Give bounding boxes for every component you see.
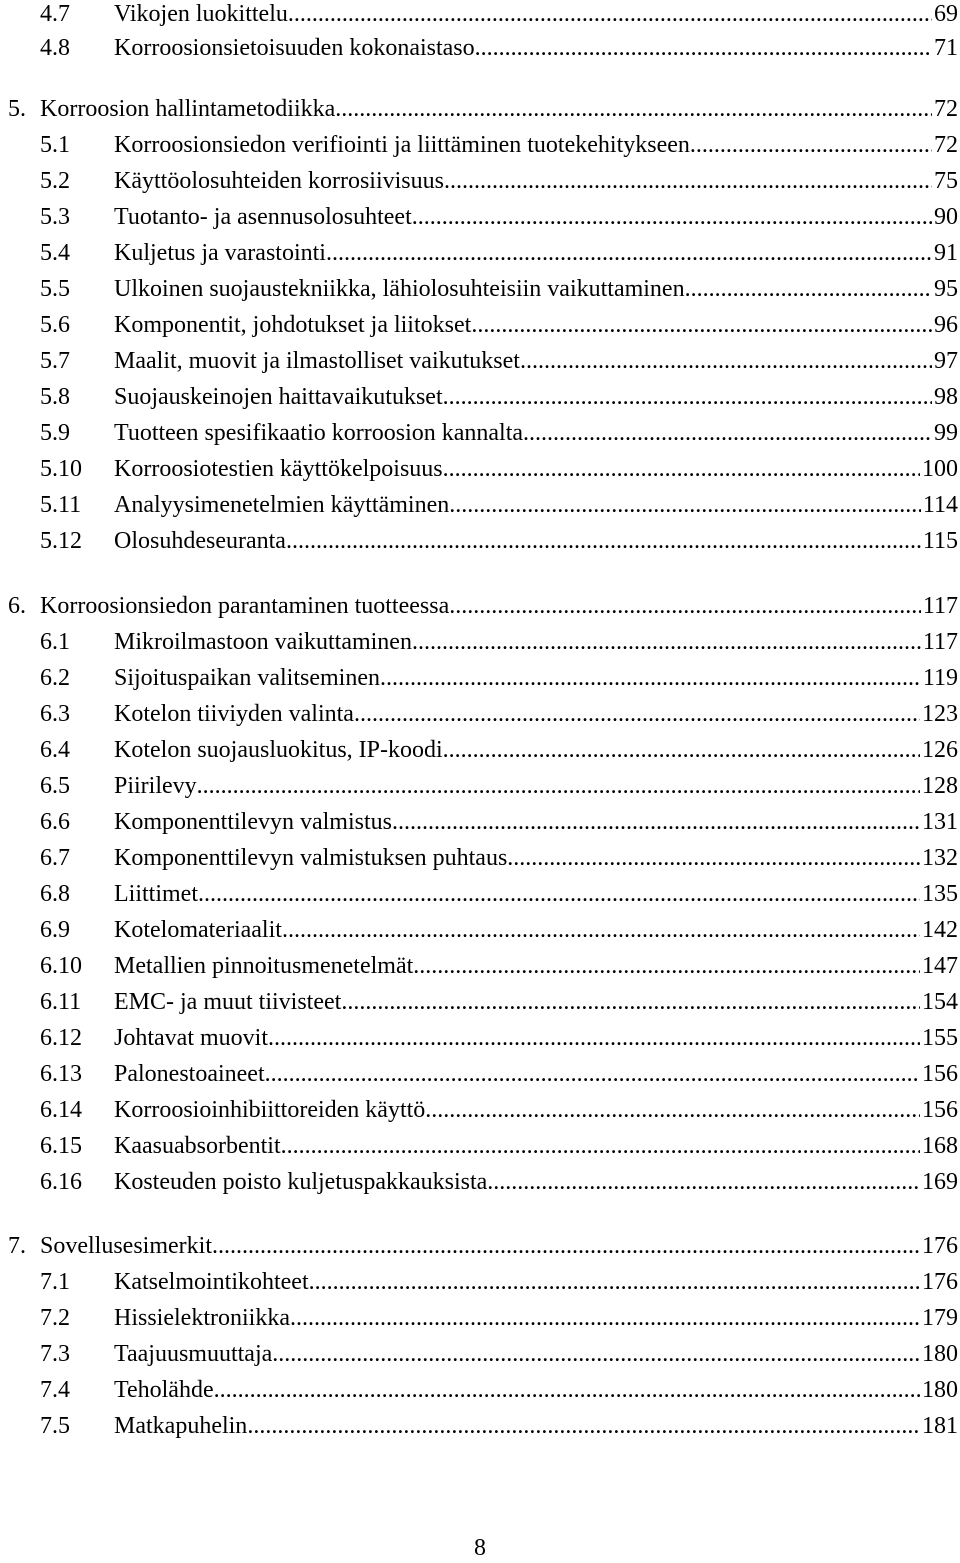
toc-entry-title: Korroosionsiedon verifiointi ja liittäminen tuotekehitykseen (114, 132, 690, 158)
dot-leader (487, 1165, 920, 1199)
page-number: 8 (474, 1535, 486, 1561)
dot-leader (288, 0, 932, 31)
toc-entry-title: Vikojen luokittelu (114, 1, 288, 27)
dot-leader (341, 985, 920, 1019)
toc-entry-page: 98 (934, 384, 958, 410)
toc-entry (0, 308, 960, 342)
toc-entry-title-line (114, 733, 960, 767)
toc-entry-title-line (114, 272, 960, 306)
toc-entry (0, 1409, 960, 1443)
toc-entry-number: 6.12 (40, 1025, 82, 1051)
toc-entry-title: Korroosion hallintametodiikka (40, 96, 336, 122)
toc-entry-page: 154 (922, 989, 958, 1015)
toc-entry-title: Tuotanto- ja asennusolosuhteet (114, 204, 412, 230)
toc-entry-title-line (114, 1373, 960, 1407)
toc-entry-title: Kotelomateriaalit (114, 917, 282, 943)
toc-entry (0, 769, 960, 803)
toc-entry-title: Taajuusmuuttaja (114, 1341, 273, 1367)
toc-entry-title: Korroosioinhibiittoreiden käyttö (114, 1097, 426, 1123)
toc-entry-title-line (114, 877, 960, 911)
toc-entry-title: Sovellusesimerkit (40, 1233, 212, 1259)
toc-entry-number: 5.4 (40, 240, 70, 266)
toc-entry-page: 117 (922, 593, 958, 619)
toc-entry-title: Hissielektroniikka (114, 1305, 290, 1331)
toc-entry-title-line (114, 1129, 960, 1163)
toc-entry-title-line (114, 661, 960, 695)
toc-entry-page: 71 (934, 35, 958, 61)
toc-entry-page: 132 (922, 845, 958, 871)
toc-chapter-entry (0, 1229, 960, 1263)
toc-entry-page: 147 (922, 953, 958, 979)
toc-entry (0, 0, 960, 31)
toc-entry (0, 877, 960, 911)
toc-entry (0, 236, 960, 270)
toc-entry-title: Kotelon tiiviyden valinta (114, 701, 354, 727)
toc-entry-page: 91 (934, 240, 958, 266)
toc-entry (0, 913, 960, 947)
toc-entry-page: 90 (934, 204, 958, 230)
dot-leader (449, 488, 921, 522)
toc-entry-title: Korroosionsiedon parantaminen tuotteessa (40, 593, 450, 619)
dot-leader (443, 380, 932, 414)
toc-entry-number: 5.7 (40, 348, 70, 374)
toc-entry-number: 5.3 (40, 204, 70, 230)
dot-leader (449, 589, 921, 623)
dot-leader (507, 841, 920, 875)
toc-entry-number: 5. (8, 96, 26, 122)
toc-entry-page: 180 (922, 1377, 958, 1403)
dot-leader (392, 805, 920, 839)
toc-entry-title-line (114, 697, 960, 731)
dot-leader (685, 272, 932, 306)
toc-entry-page: 169 (922, 1169, 958, 1195)
toc-chapter-entry (0, 589, 960, 623)
toc-entry (0, 625, 960, 659)
toc-entry-page: 99 (934, 420, 958, 446)
toc-entry-title: Kaasuabsorbentit (114, 1133, 281, 1159)
dot-leader (520, 344, 932, 378)
dot-leader (265, 1057, 920, 1091)
toc-entry (0, 1373, 960, 1407)
toc-entry (0, 733, 960, 767)
toc-entry-number: 5.10 (40, 456, 82, 482)
toc-entry-number: 7. (8, 1233, 26, 1259)
toc-entry-number: 7.5 (40, 1413, 70, 1439)
toc-entry-title-line (114, 1301, 960, 1335)
toc-chapter-entry (0, 92, 960, 126)
toc-entry (0, 31, 960, 65)
dot-leader (475, 31, 932, 65)
toc-entry-page: 126 (922, 737, 958, 763)
toc-entry-title-line (114, 128, 960, 162)
toc-entry (0, 1057, 960, 1091)
dot-leader (412, 625, 921, 659)
toc-entry-number: 7.3 (40, 1341, 70, 1367)
dot-leader (443, 733, 920, 767)
toc-entry-page: 176 (922, 1269, 958, 1295)
toc-entry (0, 1021, 960, 1055)
toc-entry-title: Komponenttilevyn valmistus (114, 809, 392, 835)
toc-entry-page: 97 (934, 348, 958, 374)
toc-entry (0, 416, 960, 450)
toc-entry-page: 95 (934, 276, 958, 302)
toc-entry (0, 344, 960, 378)
toc-entry-number: 5.9 (40, 420, 70, 446)
toc-entry-page: 100 (922, 456, 958, 482)
toc-entry-title-line (114, 769, 960, 803)
toc-entry-page: 117 (922, 629, 958, 655)
toc-entry-number: 6.16 (40, 1169, 82, 1195)
toc-entry-page: 179 (922, 1305, 958, 1331)
dot-leader (412, 200, 932, 234)
toc-entry (0, 452, 960, 486)
toc-entry-title-line (114, 164, 960, 198)
toc-entry (0, 128, 960, 162)
toc-entry (0, 985, 960, 1019)
toc-entry-number: 6.2 (40, 665, 70, 691)
toc-entry-number: 7.4 (40, 1377, 70, 1403)
toc-entry-number: 5.2 (40, 168, 70, 194)
toc-entry-number: 6.11 (40, 989, 82, 1015)
toc-entry-title-line (114, 200, 960, 234)
toc-entry-title-line (114, 949, 960, 983)
toc-entry-page: 181 (922, 1413, 958, 1439)
toc-entry-title-line (114, 625, 960, 659)
toc-entry-page: 176 (922, 1233, 958, 1259)
toc-entry (0, 272, 960, 306)
toc-entry-number: 5.6 (40, 312, 70, 338)
toc-entry-title-line (114, 985, 960, 1019)
toc-entry-page: 156 (922, 1061, 958, 1087)
dot-leader (690, 128, 932, 162)
toc-entry (0, 1129, 960, 1163)
toc-entry-number: 4.7 (40, 1, 70, 27)
toc-entry (0, 697, 960, 731)
toc-entry-title-line (114, 1057, 960, 1091)
toc-entry-number: 5.5 (40, 276, 70, 302)
toc-entry-page: 128 (922, 773, 958, 799)
dot-leader (471, 308, 932, 342)
toc-entry-number: 6.6 (40, 809, 70, 835)
toc-entry-title-line (114, 913, 960, 947)
toc-entry-title: Olosuhdeseuranta (114, 528, 286, 554)
toc-entry-page: 180 (922, 1341, 958, 1367)
dot-leader (443, 452, 920, 486)
toc-entry (0, 1093, 960, 1127)
toc-entry-title-line (114, 805, 960, 839)
toc-entry-page: 123 (922, 701, 958, 727)
toc-entry-page: 142 (922, 917, 958, 943)
toc-entry (0, 488, 960, 522)
toc-entry-title: Maalit, muovit ja ilmastolliset vaikutukset (114, 348, 520, 374)
toc-entry-page: 156 (922, 1097, 958, 1123)
toc-entry-title: Käyttöolosuhteiden korrosiivisuus (114, 168, 444, 194)
toc-entry-number: 7.2 (40, 1305, 70, 1331)
dot-leader (272, 1337, 920, 1371)
toc-entry-title-line (114, 1165, 960, 1199)
toc-entry-number: 6.1 (40, 629, 70, 655)
toc-entry-title: Kuljetus ja varastointi (114, 240, 326, 266)
toc-entry-number: 6.14 (40, 1097, 82, 1123)
toc-entry-number: 6.7 (40, 845, 70, 871)
toc-entry (0, 1265, 960, 1299)
toc-entry-number: 4.8 (40, 35, 70, 61)
toc-entry-title: Sijoituspaikan valitseminen (114, 665, 380, 691)
toc-entry-title-line (114, 488, 960, 522)
dot-leader (335, 92, 932, 126)
toc-entry-page: 72 (934, 132, 958, 158)
toc-entry-page: 69 (934, 1, 958, 27)
dot-leader (212, 1229, 920, 1263)
toc-entry-title: Piirilevy (114, 773, 197, 799)
toc-entry-number: 6.15 (40, 1133, 82, 1159)
dot-leader (286, 524, 921, 558)
toc-entry-page: 72 (934, 96, 958, 122)
dot-leader (281, 1129, 920, 1163)
toc-entry-title-line (40, 1229, 960, 1263)
dot-leader (197, 769, 920, 803)
toc-entry-number: 5.1 (40, 132, 70, 158)
toc-entry-title-line (114, 416, 960, 450)
toc-entry-title: Liittimet (114, 881, 198, 907)
toc-entry (0, 841, 960, 875)
toc-entry-page: 119 (922, 665, 958, 691)
dot-leader (268, 1021, 920, 1055)
toc-entry (0, 164, 960, 198)
toc-entry-title: Metallien pinnoitusmenetelmät (114, 953, 414, 979)
toc-entry-number: 5.12 (40, 528, 82, 554)
toc-entry-title: Mikroilmastoon vaikuttaminen (114, 629, 412, 655)
dot-leader (214, 1373, 920, 1407)
toc-entry (0, 200, 960, 234)
toc-entry (0, 1337, 960, 1371)
toc-entry-title: Matkapuhelin (114, 1413, 248, 1439)
dot-leader (309, 1265, 920, 1299)
toc-entry-title-line (40, 92, 960, 126)
toc-entry-number: 6.3 (40, 701, 70, 727)
toc-entry-number: 6. (8, 593, 26, 619)
dot-leader (425, 1093, 920, 1127)
toc-entry-title-line (114, 841, 960, 875)
toc-entry-title: Kosteuden poisto kuljetuspakkauksista (114, 1169, 488, 1195)
toc-entry-title-line (114, 524, 960, 558)
toc-entry-page: 96 (934, 312, 958, 338)
dot-leader (326, 236, 932, 270)
toc-entry-page: 131 (922, 809, 958, 835)
toc-entry (0, 661, 960, 695)
toc-entry (0, 380, 960, 414)
toc-entry-page: 115 (922, 528, 958, 554)
toc-entry-number: 6.5 (40, 773, 70, 799)
toc-entry-title: Suojauskeinojen haittavaikutukset (114, 384, 443, 410)
toc-entry-title-line (114, 236, 960, 270)
toc-entry (0, 805, 960, 839)
toc-entry-number: 6.9 (40, 917, 70, 943)
toc-entry-title: Komponenttilevyn valmistuksen puhtaus (114, 845, 508, 871)
toc-entry-page: 75 (934, 168, 958, 194)
dot-leader (290, 1301, 920, 1335)
toc-entry-title: Korroosiotestien käyttökelpoisuus (114, 456, 443, 482)
toc-entry-number: 5.8 (40, 384, 70, 410)
toc-entry-title: Katselmointikohteet (114, 1269, 309, 1295)
toc-entry-title-line (114, 344, 960, 378)
toc-entry (0, 1301, 960, 1335)
toc-entry-title-line (40, 589, 960, 623)
toc-entry-title-line (114, 308, 960, 342)
toc-entry-title: EMC- ja muut tiivisteet (114, 989, 342, 1015)
toc-entry-title-line (114, 1337, 960, 1371)
toc-entry-title-line (114, 0, 960, 31)
toc-entry-number: 6.4 (40, 737, 70, 763)
toc-entry-title-line (114, 1265, 960, 1299)
dot-leader (413, 949, 920, 983)
dot-leader (523, 416, 932, 450)
dot-leader (198, 877, 920, 911)
toc-entry-number: 6.10 (40, 953, 82, 979)
toc-entry-title: Teholähde (114, 1377, 214, 1403)
toc-entry-number: 6.8 (40, 881, 70, 907)
toc-entry-title: Palonestoaineet (114, 1061, 265, 1087)
toc-entry-title: Analyysimenetelmien käyttäminen (114, 492, 450, 518)
toc-entry-page: 135 (922, 881, 958, 907)
dot-leader (354, 697, 920, 731)
toc-entry (0, 949, 960, 983)
toc-entry-number: 5.11 (40, 492, 82, 518)
toc-entry-number: 7.1 (40, 1269, 70, 1295)
toc-entry-title-line (114, 31, 960, 65)
toc-entry-title: Johtavat muovit (114, 1025, 268, 1051)
toc-entry-title-line (114, 1021, 960, 1055)
toc-entry-page: 114 (922, 492, 958, 518)
toc-entry-title: Kotelon suojausluokitus, IP-koodi (114, 737, 443, 763)
dot-leader (444, 164, 932, 198)
toc-entry (0, 524, 960, 558)
toc-entry (0, 1165, 960, 1199)
toc-entry-title-line (114, 1093, 960, 1127)
toc-entry-title: Ulkoinen suojaustekniikka, lähiolosuhteisiin vaikuttaminen (114, 276, 685, 302)
dot-leader (282, 913, 920, 947)
toc-entry-page: 155 (922, 1025, 958, 1051)
toc-entry-title: Korroosionsietoisuuden kokonaistaso (114, 35, 475, 61)
toc-entry-page: 168 (922, 1133, 958, 1159)
toc-entry-title-line (114, 1409, 960, 1443)
toc-entry-title-line (114, 452, 960, 486)
toc-entry-title: Komponentit, johdotukset ja liitokset (114, 312, 472, 338)
toc-entry-number: 6.13 (40, 1061, 82, 1087)
dot-leader (380, 661, 921, 695)
dot-leader (247, 1409, 920, 1443)
toc-entry-title-line (114, 380, 960, 414)
toc-entry-title: Tuotteen spesifikaatio korroosion kannalta (114, 420, 524, 446)
